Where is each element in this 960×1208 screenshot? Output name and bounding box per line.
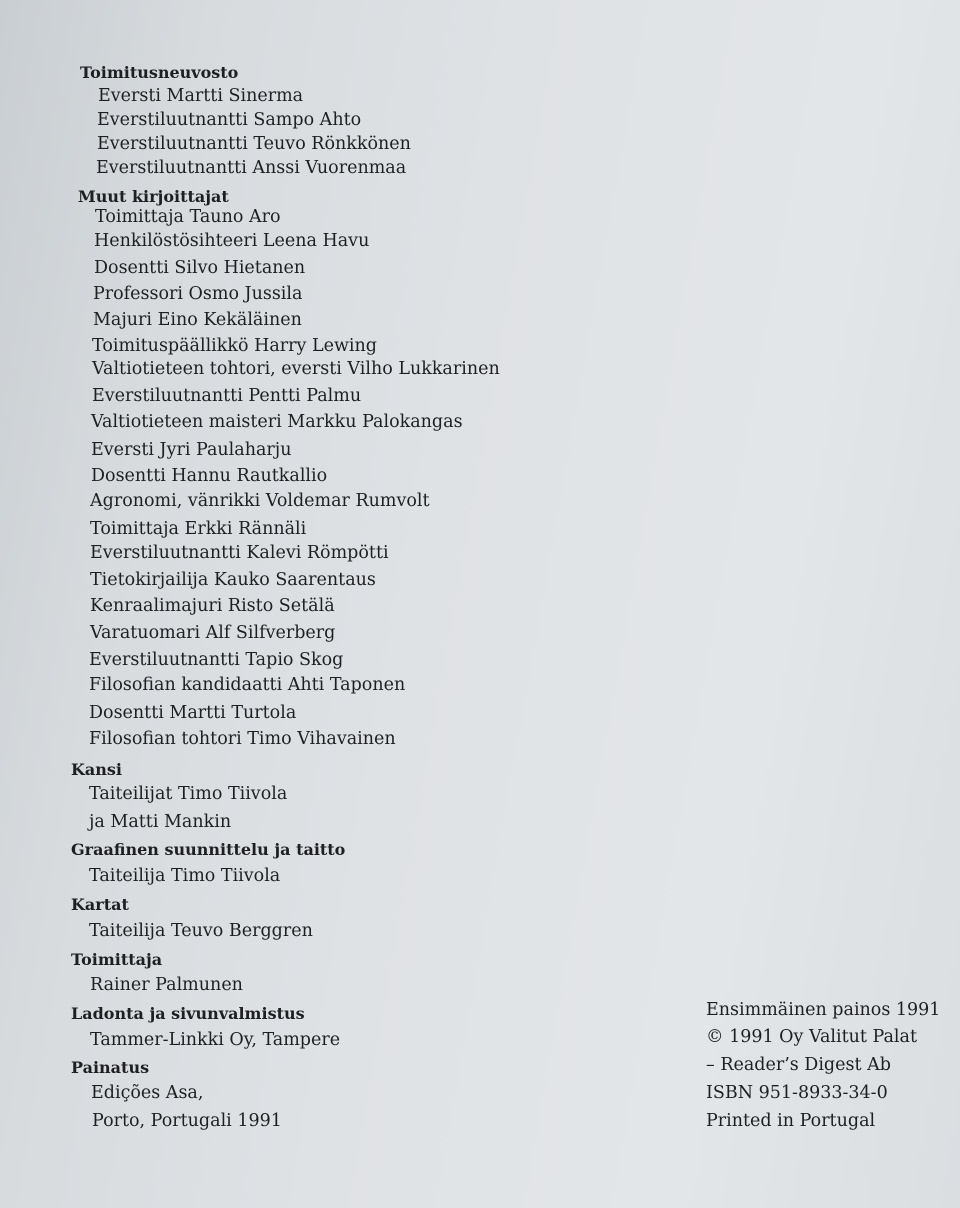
writer-entry: Agronomi, vänrikki Voldemar Rumvolt [90, 491, 430, 511]
writer-entry: Professori Osmo Jussila [93, 284, 303, 304]
printer: Porto, Portugali 1991 [92, 1111, 282, 1131]
board-member: Everstiluutnantti Sampo Ahto [97, 110, 362, 130]
editor: Rainer Palmunen [90, 975, 243, 995]
writer-entry: Toimituspäällikkö Harry Lewing [92, 336, 377, 356]
writer-entry: Valtiotieteen tohtori, eversti Vilho Lukkarinen [92, 359, 500, 379]
board-member: Eversti Martti Sinerma [98, 86, 304, 106]
writer-entry: Eversti Jyri Paulaharju [91, 440, 292, 460]
section-heading-kansi: Kansi [71, 760, 122, 779]
map-artist: Taiteilija Teuvo Berggren [89, 921, 313, 941]
board-member: Everstiluutnantti Teuvo Rönkkönen [97, 134, 411, 154]
section-heading-ladonta: Ladonta ja sivunvalmistus [71, 1004, 305, 1023]
writer-entry: Majuri Eino Kekäläinen [93, 310, 302, 330]
section-heading-toimittaja: Toimittaja [71, 950, 163, 969]
section-heading-muut-kirjoittajat: Muut kirjoittajat [78, 187, 229, 206]
writer-entry: Dosentti Martti Turtola [89, 703, 297, 723]
writer-entry: Kenraalimajuri Risto Setälä [90, 596, 335, 616]
section-heading-graafinen: Graafinen suunnittelu ja taitto [71, 840, 346, 859]
writer-entry: Dosentti Silvo Hietanen [94, 258, 306, 278]
writer-entry: Tietokirjailija Kauko Saarentaus [90, 570, 376, 590]
typesetter: Tammer-Linkki Oy, Tampere [90, 1030, 341, 1050]
writer-entry: Everstiluutnantti Kalevi Römpötti [90, 543, 389, 563]
board-member: Everstiluutnantti Anssi Vuorenmaa [96, 158, 407, 178]
writer-entry: Filosofian kandidaatti Ahti Taponen [89, 675, 406, 695]
writer-entry: Toimittaja Erkki Rännäli [90, 519, 307, 539]
section-heading-kartat: Kartat [71, 895, 129, 914]
section-heading-painatus: Painatus [71, 1058, 150, 1077]
writer-entry: Varatuomari Alf Silfverberg [90, 623, 336, 643]
writer-entry: Henkilöstösihteeri Leena Havu [94, 231, 370, 251]
printer: Edições Asa, [91, 1083, 204, 1103]
imprint-copyright: © 1991 Oy Valitut Palat [706, 1027, 917, 1047]
writer-entry: Everstiluutnantti Tapio Skog [89, 650, 344, 670]
imprint-edition: Ensimmäinen painos 1991 [706, 1000, 941, 1020]
writer-entry: Toimittaja Tauno Aro [95, 207, 281, 227]
graphic-designer: Taiteilija Timo Tiivola [89, 866, 281, 886]
cover-artists: Taiteilijat Timo Tiivola [89, 784, 288, 804]
imprint-printed-in: Printed in Portugal [706, 1111, 876, 1131]
cover-artists: ja Matti Mankin [89, 812, 232, 832]
writer-entry: Everstiluutnantti Pentti Palmu [92, 386, 362, 406]
section-heading-toimitusneuvosto: Toimitusneuvosto [80, 63, 239, 82]
imprint-isbn: ISBN 951-8933-34-0 [706, 1083, 888, 1103]
imprint-publisher: – Reader’s Digest Ab [706, 1055, 891, 1075]
writer-entry: Valtiotieteen maisteri Markku Palokangas [91, 412, 463, 432]
writer-entry: Filosofian tohtori Timo Vihavainen [89, 729, 396, 749]
writer-entry: Dosentti Hannu Rautkallio [91, 466, 328, 486]
